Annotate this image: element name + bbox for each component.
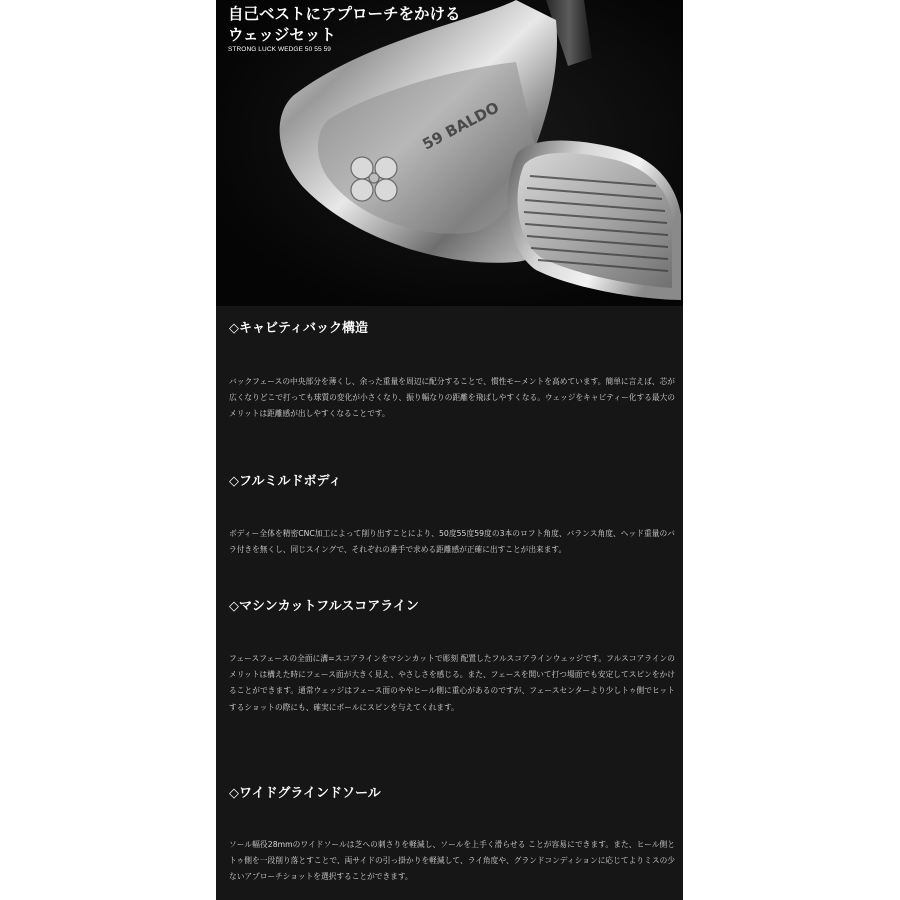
- hero-banner: [216, 0, 683, 306]
- section-title: ◇キャビティバック構造: [229, 321, 368, 336]
- hero-subtitle: STRONG LUCK WEDGE 50 55 59: [228, 46, 332, 53]
- hero-title-line-2: ウェッジセット: [228, 26, 336, 44]
- section-body: フェースフェースの全面に溝=スコアラインをマシンカットで彫刻 配置したフルスコアラインウェッジです。フルスコアラインのメリットは構えた時にフェース面が大きく見え、やさしさを感じる。また、フェースを開いて打つ場面でも安定してスピンをかけることができます。通常ウェッジはフェース面のややヒール側に重心があるのですが、フェースセンターより少しトゥ側でヒットするショットの際にも、確実にボールにスピンを与えてくれます。: [229, 654, 675, 712]
- hero-title: [228, 4, 461, 46]
- section-title: ◇ワイドグラインドソール: [229, 786, 381, 801]
- product-description-panel: [216, 0, 683, 900]
- section-title: ◇フルミルドボディ: [229, 474, 342, 489]
- section-body: ボディー全体を精密CNC加工によって削り出すことにより、50度55度59度の3本のロフト角度、バランス角度、ヘッド重量のバラ付きを無くし、同じスイングで、それぞれの番手で求める距離感が正確に出すことが出来ます。: [229, 529, 675, 555]
- hero-title-line-1: 自己ベストにアプローチをかける: [228, 5, 461, 23]
- section-body: ソール幅役28mmのワイドソールは芝への刺さりを軽減し、ソールを上手く滑らせる ことが容易にできます。また、ヒール側とトゥ側を一段削り落とすことで、両サイドの引っ掛かりを軽減して、ライ角度や、グランドコンディションに応じてよりミスの少ないアプローチショットを選択することができます。: [229, 840, 675, 882]
- section-title: ◇マシンカットフルスコアライン: [229, 599, 419, 614]
- section-body: バックフェースの中央部分を薄くし、余った重量を周辺に配分することで、慣性モーメントを高めています。簡単に言えば、芯が広くなりどこで打っても球質の変化が小さくなり、振り幅なりの距離を飛ばしやすくなる。ウェッジをキャビティー化する最大のメリットは距離感が出しやすくなることです。: [229, 377, 675, 419]
- svg-text:59 BALDO: 59 BALDO: [419, 98, 502, 154]
